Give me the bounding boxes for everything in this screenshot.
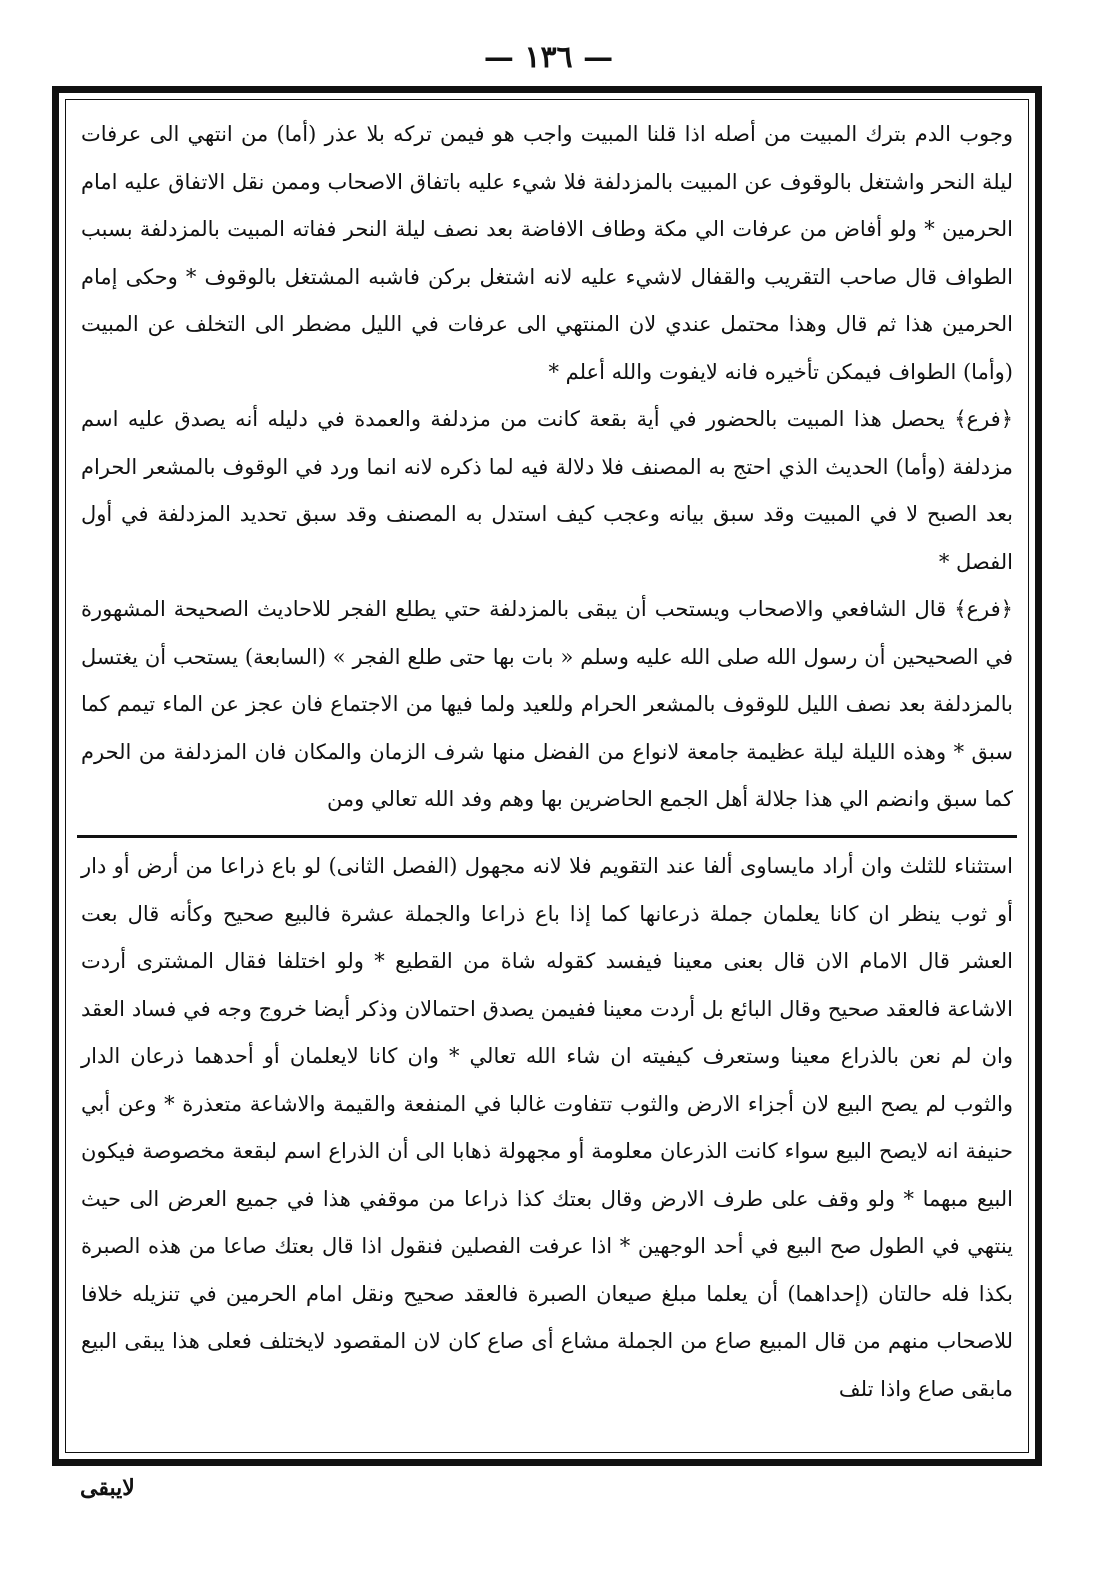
main-paragraph: وجوب الدم بترك المبيت من أصله اذا قلنا المبيت واجب هو فيمن تركه بلا عذر (أما) من انتهي الى عرفات ليلة النحر واشتغل بالوقوف عن المبيت بالمزدلفة فلا شيء عليه باتفاق الاصحاب وممن نقل الاتفاق عليه امام الحرمين * ولو أفاض من عرفات الي مكة وطاف الافاضة بعد نصف ليلة النحر ففاته المبيت بالمزدلفة بسبب الطواف قال صاحب التقريب والقفال لاشيء عليه لانه اشتغل بركن فاشبه المشتغل بالوقوف * وحكى إمام الحرمين هذا ثم قال وهذا محتمل عندي لان المنتهي الى عرفات في الليل مضطر الى التخلف عن المبيت (وأما) الطواف فيمكن تأخيره فانه لايفوت والله أعلم * — [81, 122, 1013, 384]
main-text-section — [81, 111, 1013, 824]
main-paragraph: ﴿فرع﴾ قال الشافعي والاصحاب ويستحب أن يبقى بالمزدلفة حتي يطلع الفجر للاحاديث الصحيحة المشهورة في الصحيحين أن رسول الله صلى الله عليه وسلم « بات بها حتى طلع الفجر » (السابعة) يستحب أن يغتسل بالمزدلفة بعد نصف الليل للوقوف بالمشعر الحرام وللعيد ولما فيها من الاجتماع فان عجز عن الماء تيمم كما سبق * وهذه الليلة ليلة عظيمة جامعة لانواع من الفضل منها شرف الزمان والمكان فان المزدلفة من الحرم كما سبق وانضم الي هذا جلالة أهل الجمع الحاضرين بها وهم وفد الله تعالي ومن — [81, 597, 1013, 811]
commentary-text-section — [81, 843, 1013, 1413]
catchword: لايبقى — [80, 1475, 135, 1501]
page-frame — [52, 86, 1042, 1466]
page-number: — ١٣٦ — — [483, 40, 614, 75]
commentary-paragraph: استثناء للثلث وان أراد مايساوى ألفا عند التقويم فلا لانه مجهول (الفصل الثانى) لو باع ذراعا من أرض أو دار أو ثوب ينظر ان كانا يعلمان جملة ذرعانها كما إذا باع ذراعا والجملة عشرة فالبيع صحيح وكأنه قال بعت العشر قال الامام الان قال بعنى معينا فيفسد كقوله شاة من القطيع * ولو اختلفا فقال المشترى أردت الاشاعة فالعقد صحيح وقال البائع بل أردت معينا ففيمن يصدق احتمالان وذكر أيضا خروج وجه في فساد العقد وان لم نعن بالذراع معينا وستعرف كيفيته ان شاء الله تعالي * وان كانا لايعلمان أو أحدهما ذرعان الدار والثوب لم يصح البيع لان أجزاء الارض والثوب تتفاوت غالبا في المنفعة والقيمة والاشاعة متعذرة * وعن أبي حنيفة انه لايصح البيع سواء كانت الذرعان معلومة أو مجهولة ذهابا الى أن الذراع اسم لبقعة مخصوصة فيكون البيع مبهما * ولو وقف على طرف الارض وقال بعتك كذا ذراعا من موقفي هذا في جميع العرض الى حيث ينتهي في الطول صح البيع في أحد الوجهين * اذا عرفت الفصلين فنقول اذا قال بعتك صاعا من هذه الصبرة بكذا فله حالتان (إحداهما) أن يعلما مبلغ صيعان الصبرة فالعقد صحيح ونقل امام الحرمين في تنزيله خلافا للاصحاب منهم من قال المبيع صاع من الجملة مشاع أى صاع كان لان المقصود لايختلف فعلى هذا يبقى البيع مابقى صاع واذا تلف — [81, 854, 1013, 1401]
main-paragraph: ﴿فرع﴾ يحصل هذا المبيت بالحضور في أية بقعة كانت من مزدلفة والعمدة في دليله أنه يصدق عليه اسم مزدلفة (وأما) الحديث الذي احتج به المصنف فلا دلالة فيه لما ذكره لانه انما ورد في الوقوف بالمشعر الحرام بعد الصبح لا في المبيت وقد سبق بيانه وعجب كيف استدل به المصنف وقد سبق تحديد المزدلفة في أول الفصل * — [81, 407, 1013, 574]
section-divider — [77, 835, 1017, 838]
